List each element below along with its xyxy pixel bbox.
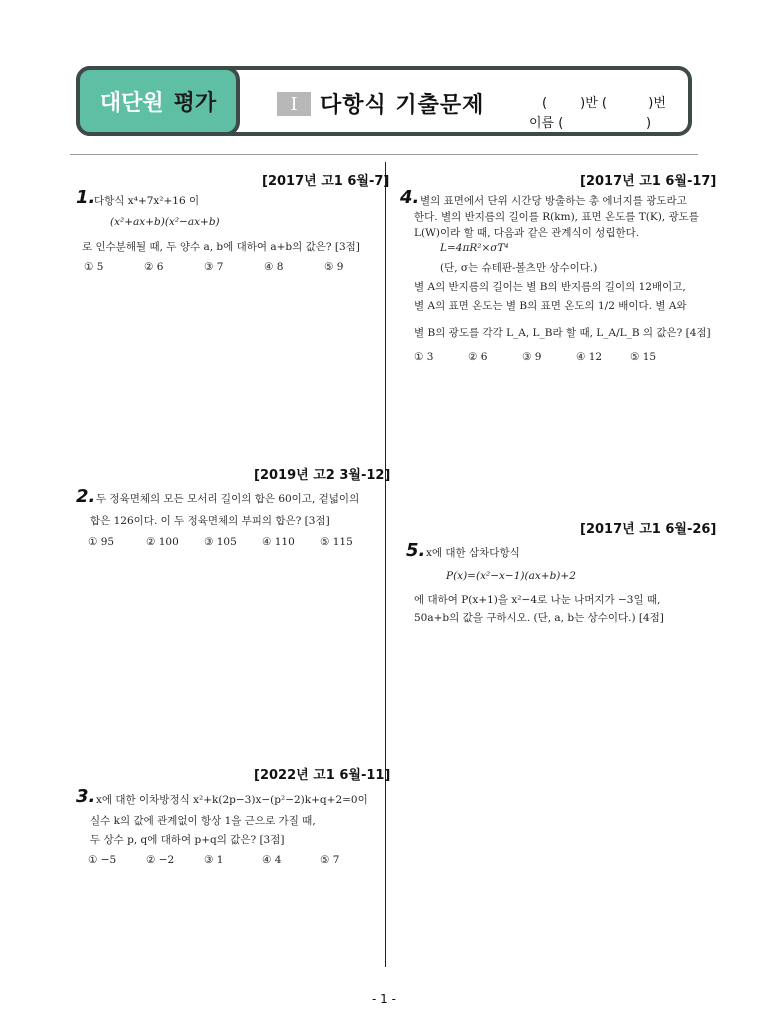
choice: ⑤ 15 (630, 351, 657, 363)
question-4-formula: L=4πR²×σT⁴ (440, 242, 509, 254)
question-1-choices (84, 261, 384, 273)
question-4-line-1: 별의 표면에서 단위 시간당 방출하는 총 에너지를 광도라고 (420, 195, 687, 207)
choice: ⑤ 115 (320, 536, 353, 548)
header-divider (70, 154, 698, 155)
choice: ① 5 (84, 261, 104, 273)
choice: ② 100 (146, 536, 179, 548)
question-4-line-3: L(W)이라 할 때, 다음과 같은 관계식이 성립한다. (414, 227, 640, 239)
question-1-number: 1. (76, 187, 96, 208)
question-2-number: 2. (76, 486, 96, 507)
question-4-number: 4. (400, 187, 420, 208)
choice: ⑤ 9 (324, 261, 344, 273)
question-1-line-2: (x²+ax+b)(x²−ax+b) (110, 216, 220, 228)
choice: ③ 1 (204, 854, 224, 866)
question-2-line-1: 두 정육면체의 모든 모서리 길이의 합은 60이고, 겉넓이의 (96, 493, 360, 505)
choice: ① −5 (88, 854, 117, 866)
page-title: 다항식 기출문제 (320, 93, 485, 118)
question-4-line-6: 별 A의 반지름의 길이는 별 B의 반지름의 길이의 12배이고, (414, 281, 686, 293)
choice: ③ 7 (204, 261, 224, 273)
choice: ⑤ 7 (320, 854, 340, 866)
question-4-line-2: 한다. 별의 반지름의 길이를 R(km), 표면 온도를 T(K), 광도를 (414, 211, 699, 223)
choice: ① 95 (88, 536, 115, 548)
choice: ④ 12 (576, 351, 603, 363)
question-1-line-1: 다항식 x⁴+7x²+16 이 (94, 195, 200, 207)
choice: ④ 8 (264, 261, 284, 273)
question-3-number: 3. (76, 786, 96, 807)
question-3-choices (88, 854, 378, 866)
question-5-source: [2017년 고1 6월-26] (580, 522, 717, 537)
choice: ② −2 (146, 854, 175, 866)
choice: ② 6 (144, 261, 164, 273)
class-number-field: ( )반 ( )번 (542, 96, 666, 111)
choice: ③ 105 (204, 536, 237, 548)
question-5-formula: P(x)=(x²−x−1)(ax+b)+2 (446, 570, 576, 582)
name-field: 이름 ( ) (529, 116, 652, 131)
question-2-source: [2019년 고2 3월-12] (254, 468, 391, 483)
choice: ④ 110 (262, 536, 295, 548)
question-3-line-1: x에 대한 이차방정식 x²+k(2p−3)x−(p²−2)k+q+2=0이 (96, 794, 368, 806)
choice: ① 3 (414, 351, 434, 363)
choice: ③ 9 (522, 351, 542, 363)
badge-word-1: 대단원 (99, 90, 164, 116)
question-3-source: [2022년 고1 6월-11] (254, 768, 391, 783)
question-1-source: [2017년 고1 6월-7] (262, 174, 390, 189)
question-5-number: 5. (406, 540, 426, 561)
roman-numeral-badge: Ⅰ (277, 92, 311, 116)
question-4-note: (단, σ는 슈테판-볼츠만 상수이다.) (440, 262, 598, 274)
choice: ② 6 (468, 351, 488, 363)
badge-word-2: 평가 (173, 90, 217, 116)
question-4-choices (414, 351, 684, 363)
column-divider (385, 162, 386, 967)
question-5-line-1: x에 대한 삼차다항식 (426, 547, 520, 559)
question-2-choices (88, 536, 378, 548)
question-5-line-3: 에 대하여 P(x+1)을 x²−4로 나눈 나머지가 −3일 때, (414, 594, 661, 606)
question-4-line-8: 별 B의 광도를 각각 L_A, L_B라 할 때, L_A/L_B 의 값은? [4점] (414, 327, 711, 339)
question-3-line-2: 실수 k의 값에 관계없이 항상 1을 근으로 가질 때, (90, 815, 316, 827)
question-3-line-3: 두 상수 p, q에 대하여 p+q의 값은? [3점] (90, 834, 285, 846)
choice: ④ 4 (262, 854, 282, 866)
unit-badge (76, 66, 240, 136)
question-1-line-3: 로 인수분해될 때, 두 양수 a, b에 대하여 a+b의 값은? [3점] (82, 241, 360, 253)
question-4-line-7: 별 A의 표면 온도는 별 B의 표면 온도의 1/2 배이다. 별 A와 (414, 300, 687, 312)
question-5-line-4: 50a+b의 값을 구하시오. (단, a, b는 상수이다.) [4점] (414, 612, 664, 624)
question-2-line-2: 합은 126이다. 이 두 정육면체의 부피의 합은? [3점] (90, 515, 330, 527)
question-4-source: [2017년 고1 6월-17] (580, 174, 717, 189)
page-number: - 1 - (372, 992, 396, 1006)
